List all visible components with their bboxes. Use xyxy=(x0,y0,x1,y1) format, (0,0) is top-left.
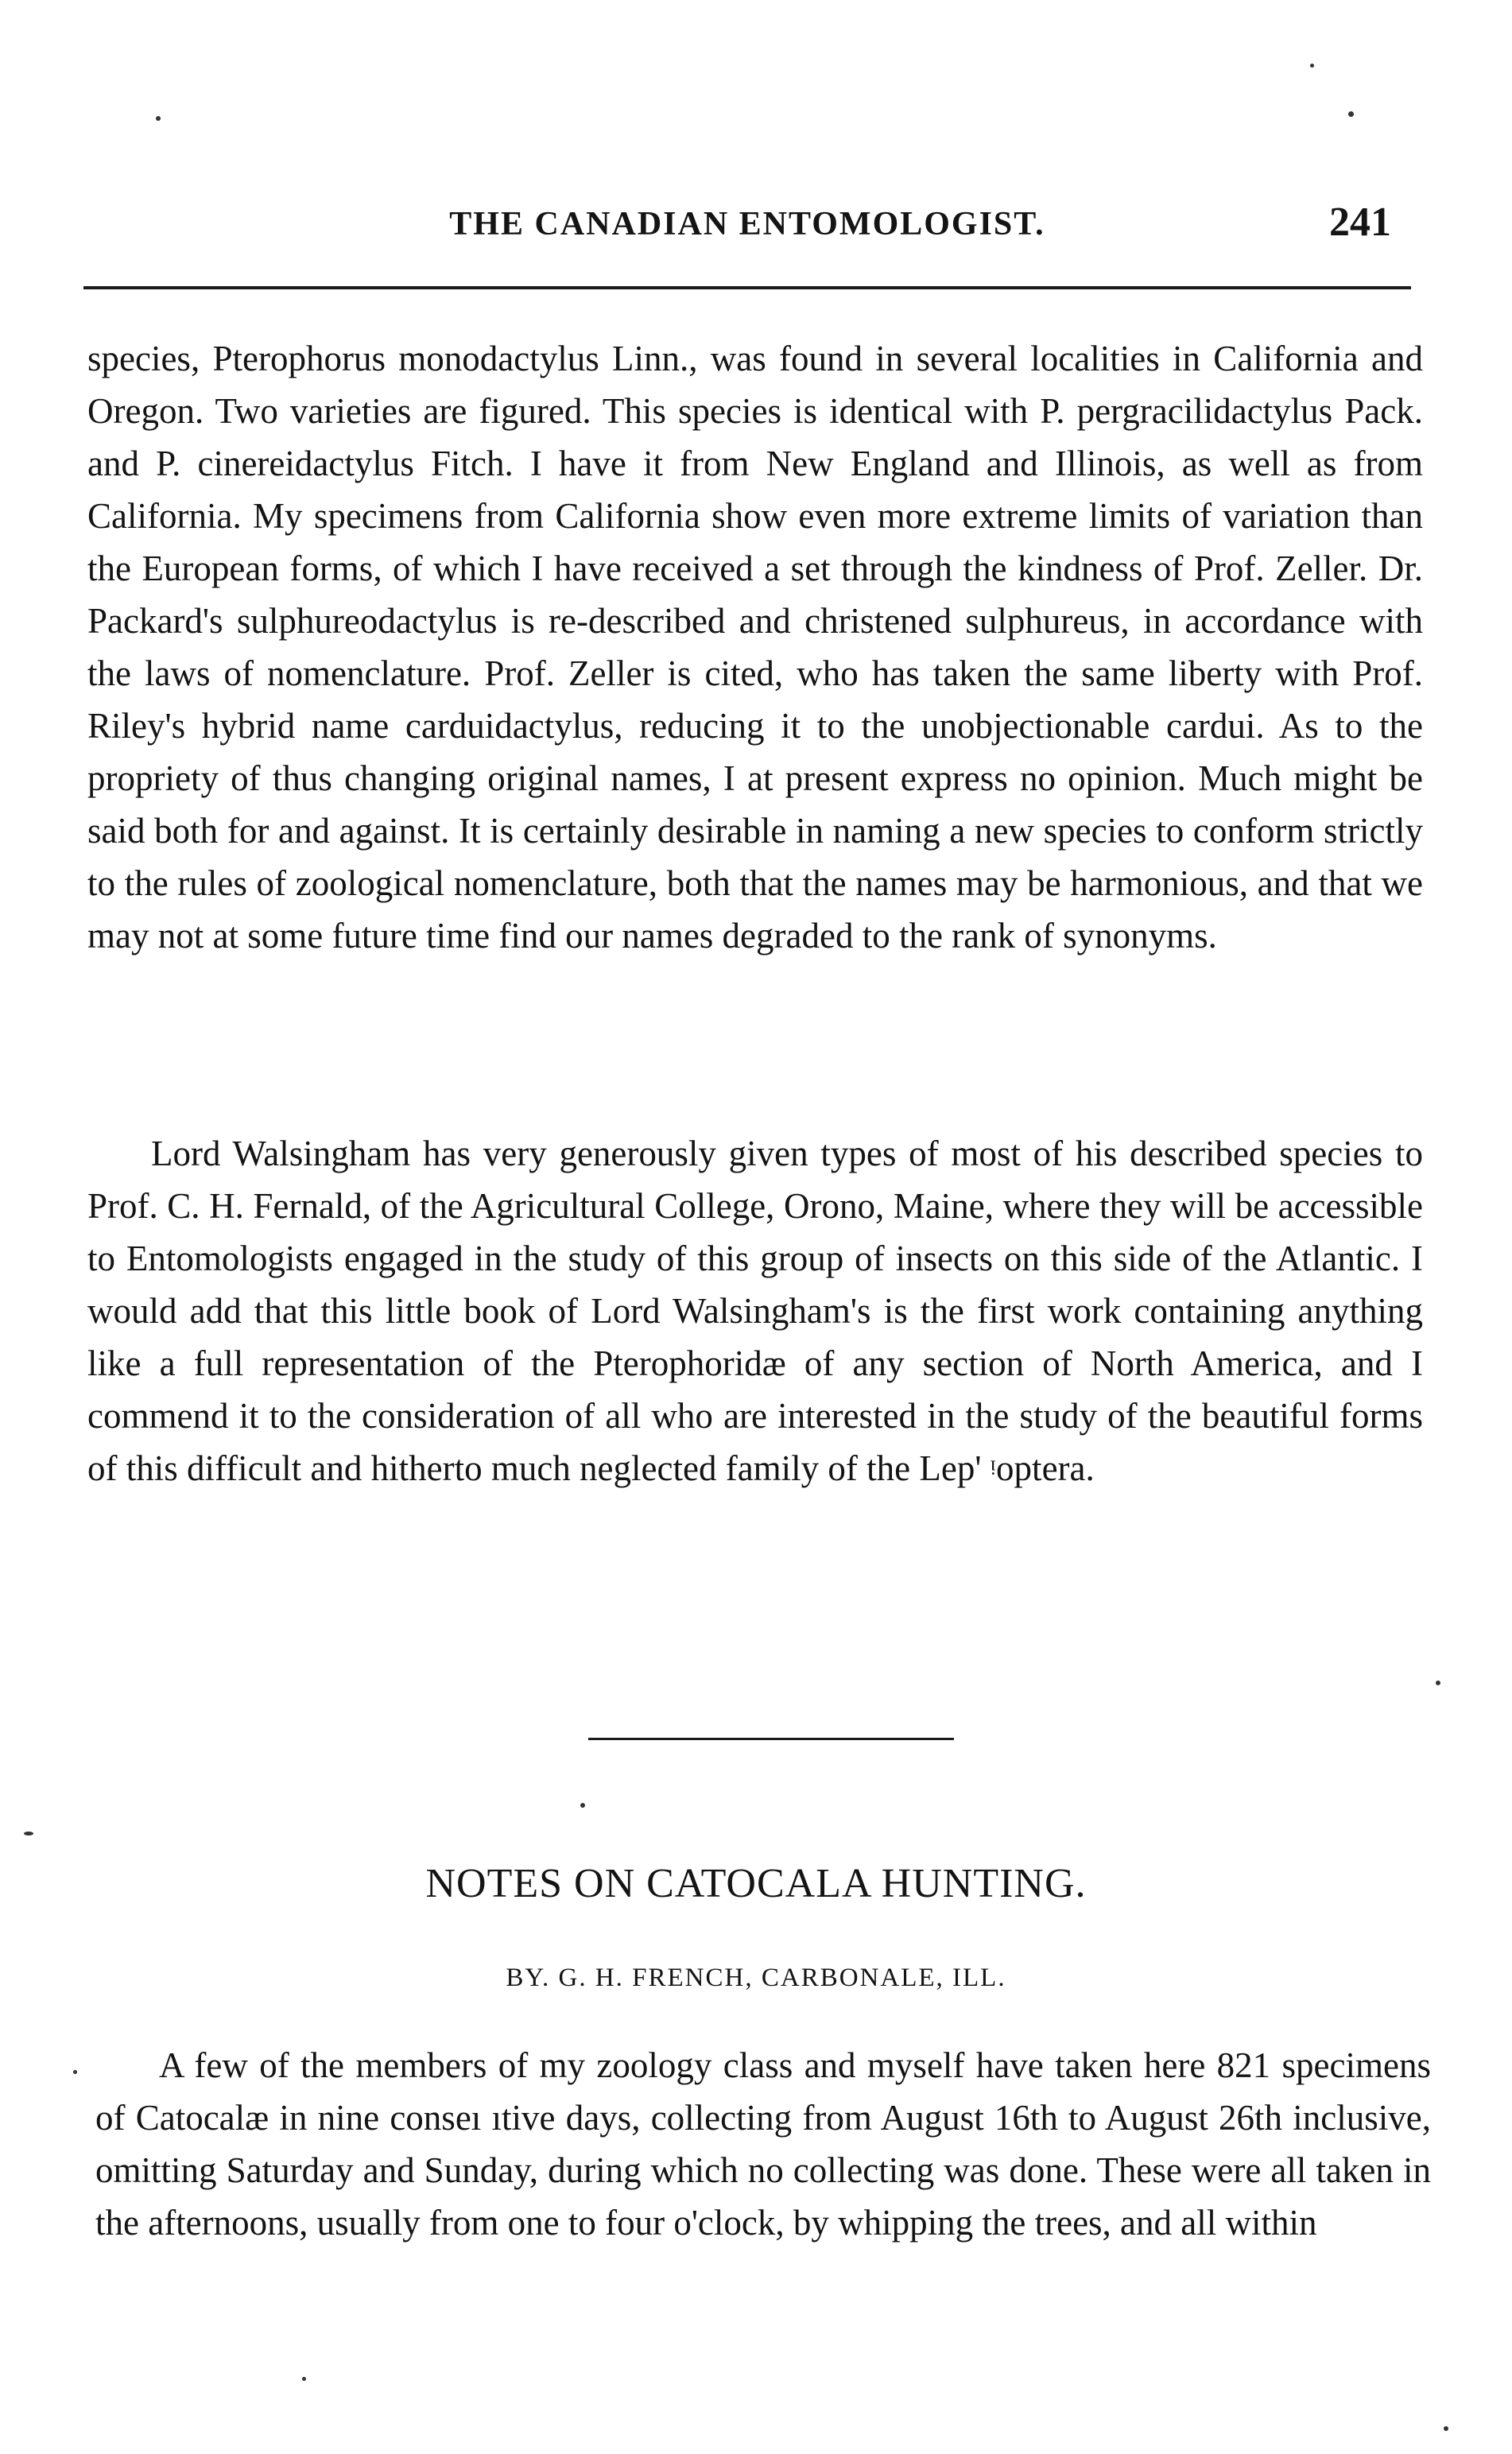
scan-speck xyxy=(1436,1681,1440,1685)
scan-speck xyxy=(1444,2426,1448,2431)
article-title: NOTES ON CATOCALA HUNTING. xyxy=(425,1861,1087,1906)
article-paragraph-1: A few of the members of my zoology class and myself have taken here 821 specimens of Catocalæ in nine conseı ıtive days, collecting from August 16th to August 26th inclusive, omitting Saturday and Sunday, during which no collecting was done. These were all taken in the afternoons, usually from one to four o'clock, by whipping the trees, and all within xyxy=(95,2045,1431,2243)
scan-speck xyxy=(156,116,161,121)
scan-speck xyxy=(73,2070,77,2074)
page-number: 241 xyxy=(1329,200,1391,245)
page-header xyxy=(87,199,1407,254)
article-body xyxy=(95,2039,1431,2249)
walsingham-paragraph xyxy=(87,1127,1423,1494)
header-rule xyxy=(83,286,1411,289)
scan-speck xyxy=(1348,111,1354,117)
article-byline: BY. G. H. FRENCH, CARBONALE, ILL. xyxy=(506,1964,1006,1992)
scan-speck xyxy=(580,1803,585,1808)
scan-speck xyxy=(24,1832,33,1836)
body-paragraph-1: species, Pterophorus monodactylus Linn., was found in several localities in California and Oregon. Two varieties are figured. This species is identical with P. pergracilidactylus Pack. and P. cinereidactylus Fitch. I have it from New England and Illinois, as well as from California. My specimens from California show even more extreme limits of variation than the European forms, of which I have received a set through the kindness of Prof. Zeller. Dr. Packard's sulphureodactylus is re-described and christened sulphureus, in accordance with the laws of nomenclature. Prof. Zeller is cited, who has taken the same liberty with Prof. Riley's hybrid name carduidactylus, reducing it to the unobjectionable cardui. As to the propriety of thus changing original names, I at present express no opinion. Much might be said both for and against. It is certainly desirable in naming a new species to conform strictly to the rules of zoological nomenclature, both that the names may be harmonious, and that we may not at some future time find our names degraded to the rank of synonyms. xyxy=(87,339,1423,956)
scan-speck xyxy=(302,2377,306,2381)
scan-speck xyxy=(1310,64,1314,68)
body-paragraph-2: Lord Walsingham has very generously given types of most of his described species to Prof. C. H. Fernald, of the Agricultural College, Orono, Maine, where they will be accessible to Entomologists engaged in the study of this group of insects on this side of the Atlantic. I would add that this little book of Lord Walsingham's is the first work containing anything like a full representation of the Pterophoridæ of any section of North America, and I commend it to the consideration of all who are interested in the study of the beautiful forms of this difficult and hitherto much neglected family of the Lep' ᵎoptera. xyxy=(87,1134,1423,1488)
running-head: THE CANADIAN ENTOMOLOGIST. xyxy=(449,206,1045,242)
section-divider xyxy=(588,1738,954,1740)
continued-paragraph xyxy=(87,332,1423,962)
